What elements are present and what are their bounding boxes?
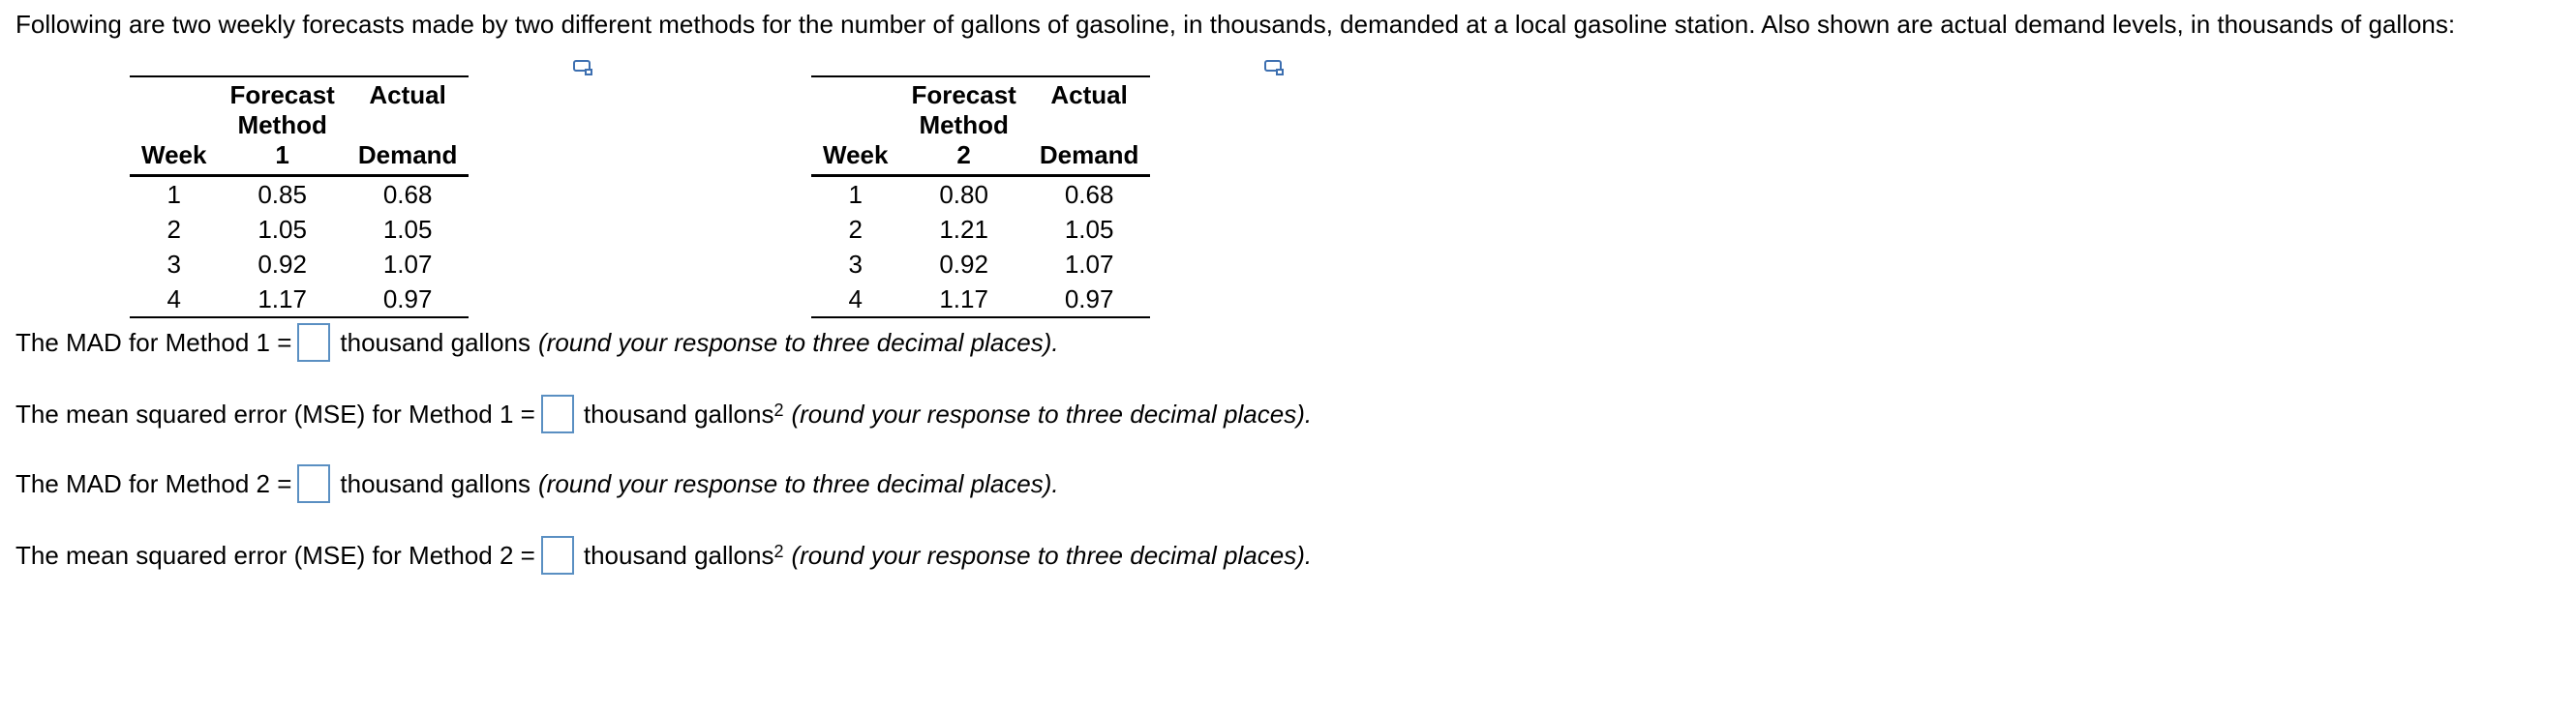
table-cell: 1.07 (382, 250, 433, 279)
table-row (811, 247, 1150, 282)
table-header: Week (823, 140, 889, 169)
table-row (811, 212, 1150, 247)
table-cell: 4 (167, 284, 181, 313)
table-row (130, 282, 469, 317)
forecast-table-2 (811, 75, 1150, 318)
table-cell: 1.05 (258, 215, 307, 244)
table-cell: 1.21 (939, 215, 988, 244)
rounding-hint: (round your response to three decimal places). (538, 327, 1059, 357)
answer-input[interactable] (541, 395, 574, 433)
table-cell: 1.17 (258, 284, 307, 313)
table-header: Actual (369, 80, 446, 109)
table-cell: 1 (848, 180, 863, 209)
table-cell: 0.68 (1064, 180, 1114, 209)
question-label: The MAD for Method 2 = (15, 468, 292, 498)
table-header: Method 1 (237, 110, 327, 169)
table-cell: 1.05 (382, 215, 433, 244)
forecast-table-1 (130, 75, 469, 318)
unit-exponent: 2 (773, 541, 784, 561)
question-mad-method-1 (15, 321, 1059, 364)
table-row (130, 247, 469, 282)
unit-label: thousand gallons (583, 540, 774, 570)
table-row (811, 176, 1150, 213)
table-cell: 2 (848, 215, 863, 244)
copy-table-icon[interactable] (1264, 54, 1286, 72)
question-label: The mean squared error (MSE) for Method 1 = (15, 399, 535, 429)
table-cell: 0.92 (258, 250, 307, 279)
table-cell: 0.68 (382, 180, 433, 209)
answer-input[interactable] (297, 464, 330, 503)
question-mse-method-2 (15, 534, 1312, 577)
table-header: Actual (1050, 80, 1128, 109)
table-cell: 0.97 (382, 284, 433, 313)
table-cell: 0.97 (1064, 284, 1114, 313)
table-header: Method 2 (919, 110, 1009, 169)
intro-text: Following are two weekly forecasts made by two different methods for the number of gallons of gasoline, in thousands, demanded at a local gasoline station. Also shown are actual demand levels, in thousands of gallons: (15, 10, 2456, 39)
table-cell: 0.85 (258, 180, 307, 209)
table-row (130, 176, 469, 213)
table-cell: 1 (167, 180, 181, 209)
table-cell: 4 (848, 284, 863, 313)
table-cell: 1.17 (939, 284, 988, 313)
unit-exponent: 2 (773, 400, 784, 420)
answer-input[interactable] (297, 323, 330, 362)
unit-label: thousand gallons (340, 468, 531, 498)
question-label: The MAD for Method 1 = (15, 327, 292, 357)
table-header: Forecast (911, 80, 1016, 109)
rounding-hint: (round your response to three decimal places). (538, 468, 1059, 498)
rounding-hint: (round your response to three decimal places). (791, 540, 1313, 570)
table-cell: 1.07 (1064, 250, 1114, 279)
rounding-hint: (round your response to three decimal places). (791, 399, 1313, 429)
table-cell: 3 (848, 250, 863, 279)
question-mad-method-2 (15, 462, 1059, 505)
table-header (130, 76, 218, 110)
unit-label: thousand gallons (583, 399, 774, 429)
table-header: Demand (1039, 140, 1139, 169)
question-mse-method-1 (15, 393, 1312, 435)
table-cell: 0.80 (939, 180, 988, 209)
table-row (130, 212, 469, 247)
table-header: Forecast (229, 80, 335, 109)
table-cell: 1.05 (1064, 215, 1114, 244)
copy-table-icon[interactable] (573, 54, 594, 72)
table-header: Week (141, 140, 207, 169)
table-cell: 3 (167, 250, 181, 279)
answer-input[interactable] (541, 536, 574, 575)
unit-label: thousand gallons (340, 327, 531, 357)
table-header (811, 76, 899, 110)
table-cell: 2 (167, 215, 181, 244)
table-row (811, 282, 1150, 317)
question-label: The mean squared error (MSE) for Method 2 = (15, 540, 535, 570)
table-cell: 0.92 (939, 250, 988, 279)
table-header: Demand (357, 140, 458, 169)
